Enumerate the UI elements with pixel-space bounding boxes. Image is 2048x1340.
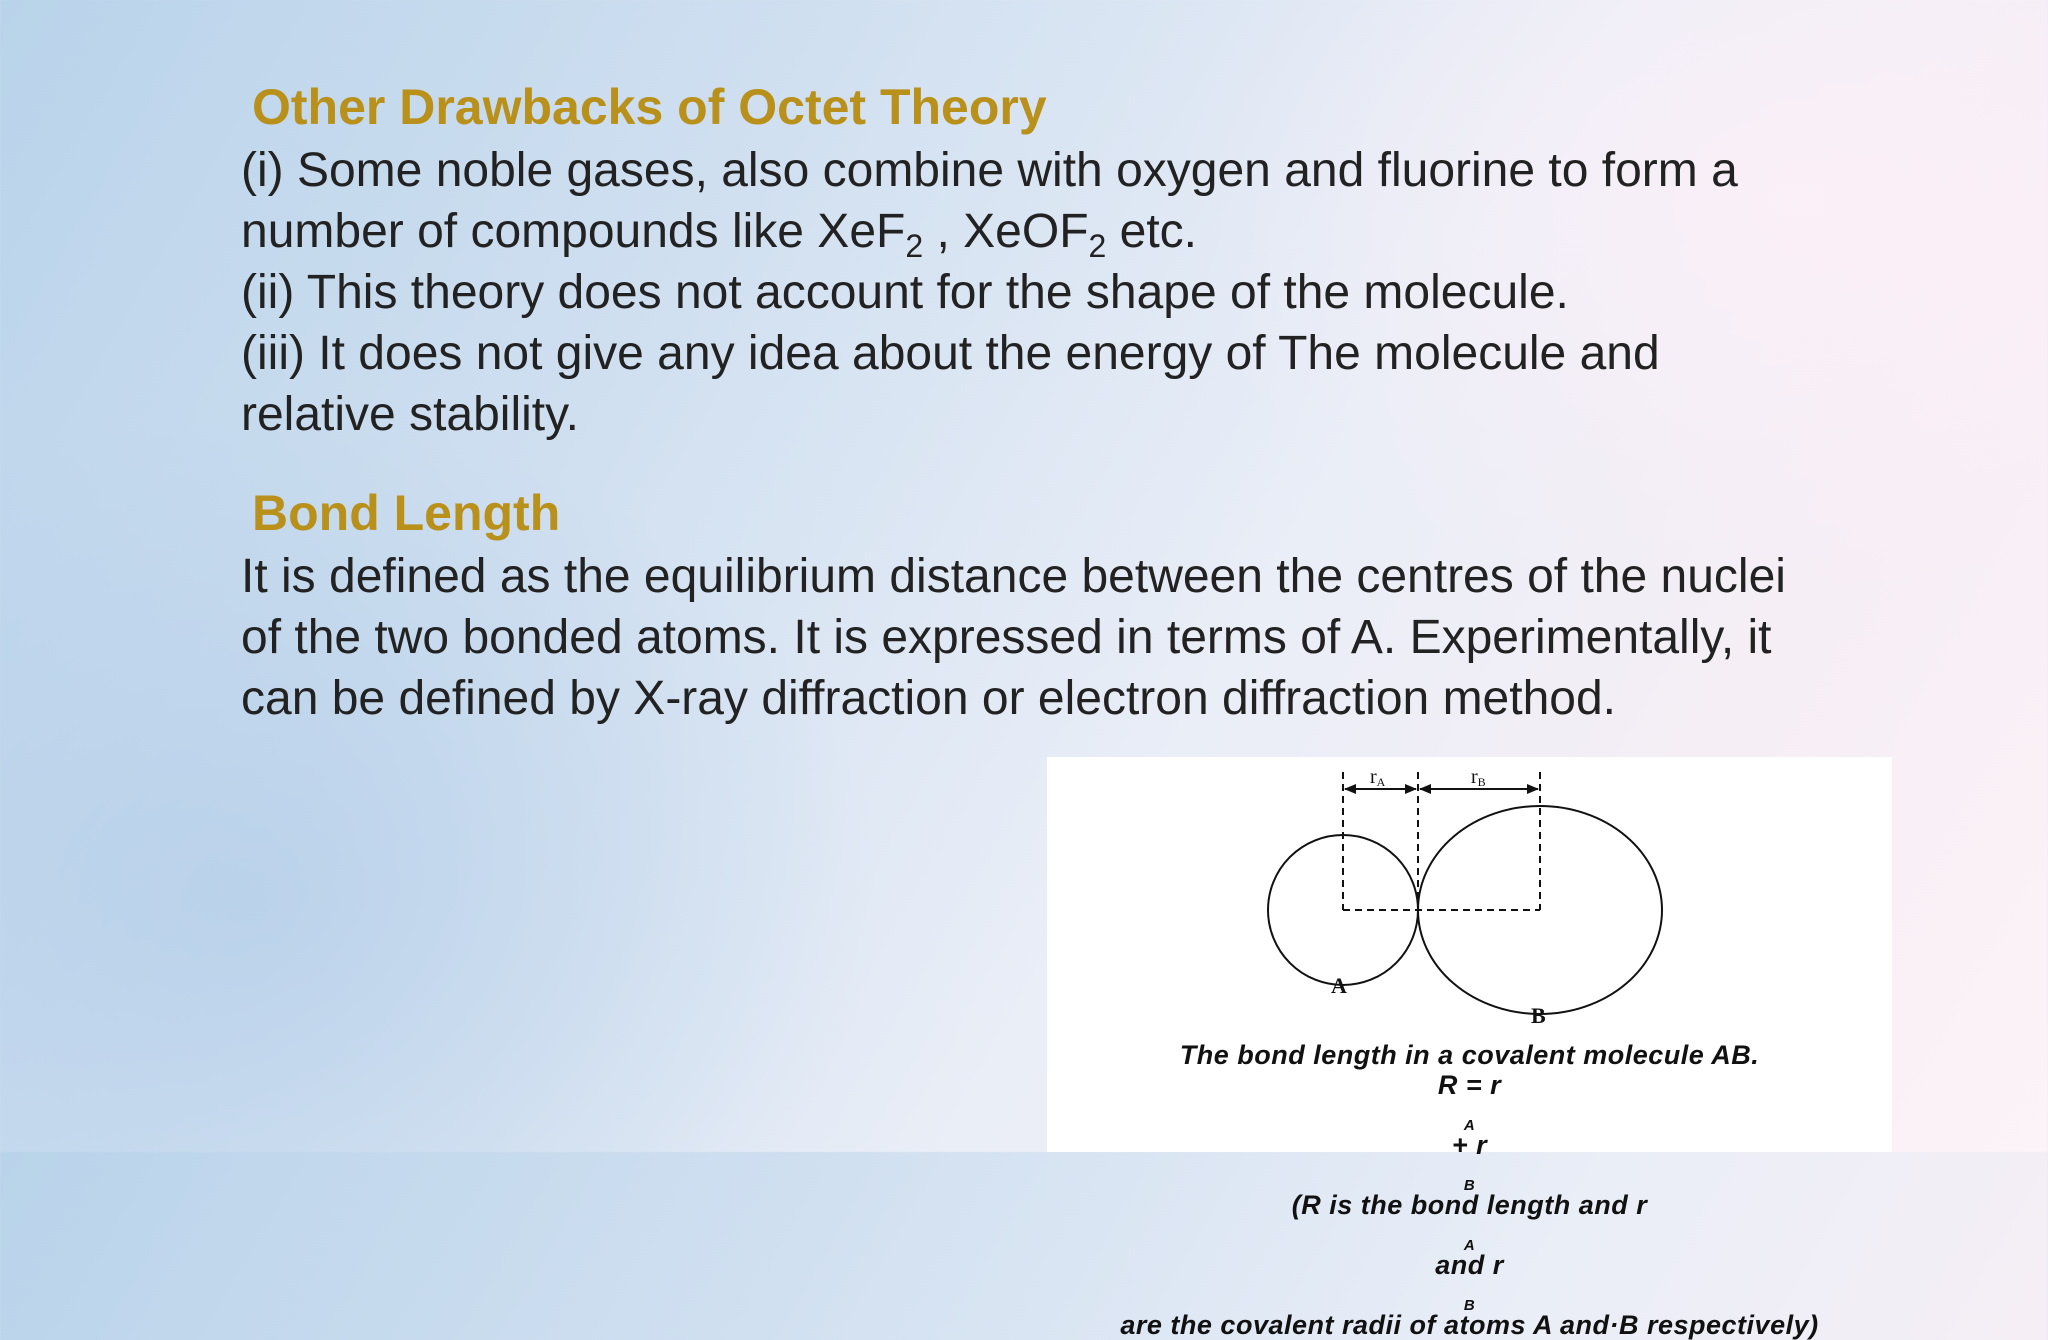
drawback-line-3: (ii) This theory does not account for the shape of the molecule. xyxy=(241,266,1569,319)
bond-length-paragraph xyxy=(241,546,1901,729)
label-atom-b: B xyxy=(1531,1003,1546,1028)
drawback-line-2 xyxy=(241,201,1901,262)
label-rb: rB xyxy=(1471,766,1486,789)
bond-length-figure xyxy=(1047,757,1892,1340)
drawback-line-4: (iii) It does not give any idea about the energy of The molecule and xyxy=(241,327,1660,380)
drawback-line-2-pre: number of compounds like XeF xyxy=(241,205,906,258)
caption-text: and r xyxy=(1435,1250,1504,1280)
section-heading-bond-length: Bond Length xyxy=(252,485,561,541)
bond-length-line-2: of the two bonded atoms. It is expressed in terms of A. Experimentally, it xyxy=(241,611,1772,664)
figure-caption xyxy=(1047,1040,1892,1340)
caption-subscript: A xyxy=(1463,1237,1476,1254)
bond-length-diagram xyxy=(1047,757,1892,1037)
caption-text: + r xyxy=(1451,1130,1488,1160)
bond-length-line-1: It is defined as the equilibrium distance between the centres of the nuclei xyxy=(241,550,1786,603)
subscript-2: 2 xyxy=(905,228,924,264)
caption-subscript: B xyxy=(1463,1177,1476,1194)
caption-line-1: The bond length in a covalent molecule AB. xyxy=(1179,1040,1760,1070)
caption-line-2 xyxy=(1047,1070,1892,1314)
octet-drawbacks-paragraph xyxy=(241,140,1901,445)
caption-text: R = r xyxy=(1437,1070,1502,1100)
label-ra: rA xyxy=(1370,766,1386,789)
section-heading-octet-drawbacks: Other Drawbacks of Octet Theory xyxy=(252,79,1047,135)
caption-text: (R is the bond length and r xyxy=(1291,1190,1648,1220)
drawback-line-2-mid: , XeOF xyxy=(923,205,1089,258)
subscript-2: 2 xyxy=(1088,228,1107,264)
label-atom-a: A xyxy=(1331,973,1347,998)
drawback-line-2-post: etc. xyxy=(1106,205,1198,258)
caption-subscript: B xyxy=(1463,1297,1476,1314)
bond-length-line-3: can be defined by X-ray diffraction or electron diffraction method. xyxy=(241,672,1617,725)
drawback-line-5: relative stability. xyxy=(241,388,579,441)
caption-subscript: A xyxy=(1463,1117,1476,1134)
drawback-line-1: (i) Some noble gases, also combine with oxygen and fluorine to form a xyxy=(241,144,1738,197)
caption-line-3: are the covalent radii of atoms A and·B respectively) xyxy=(1120,1310,1819,1340)
